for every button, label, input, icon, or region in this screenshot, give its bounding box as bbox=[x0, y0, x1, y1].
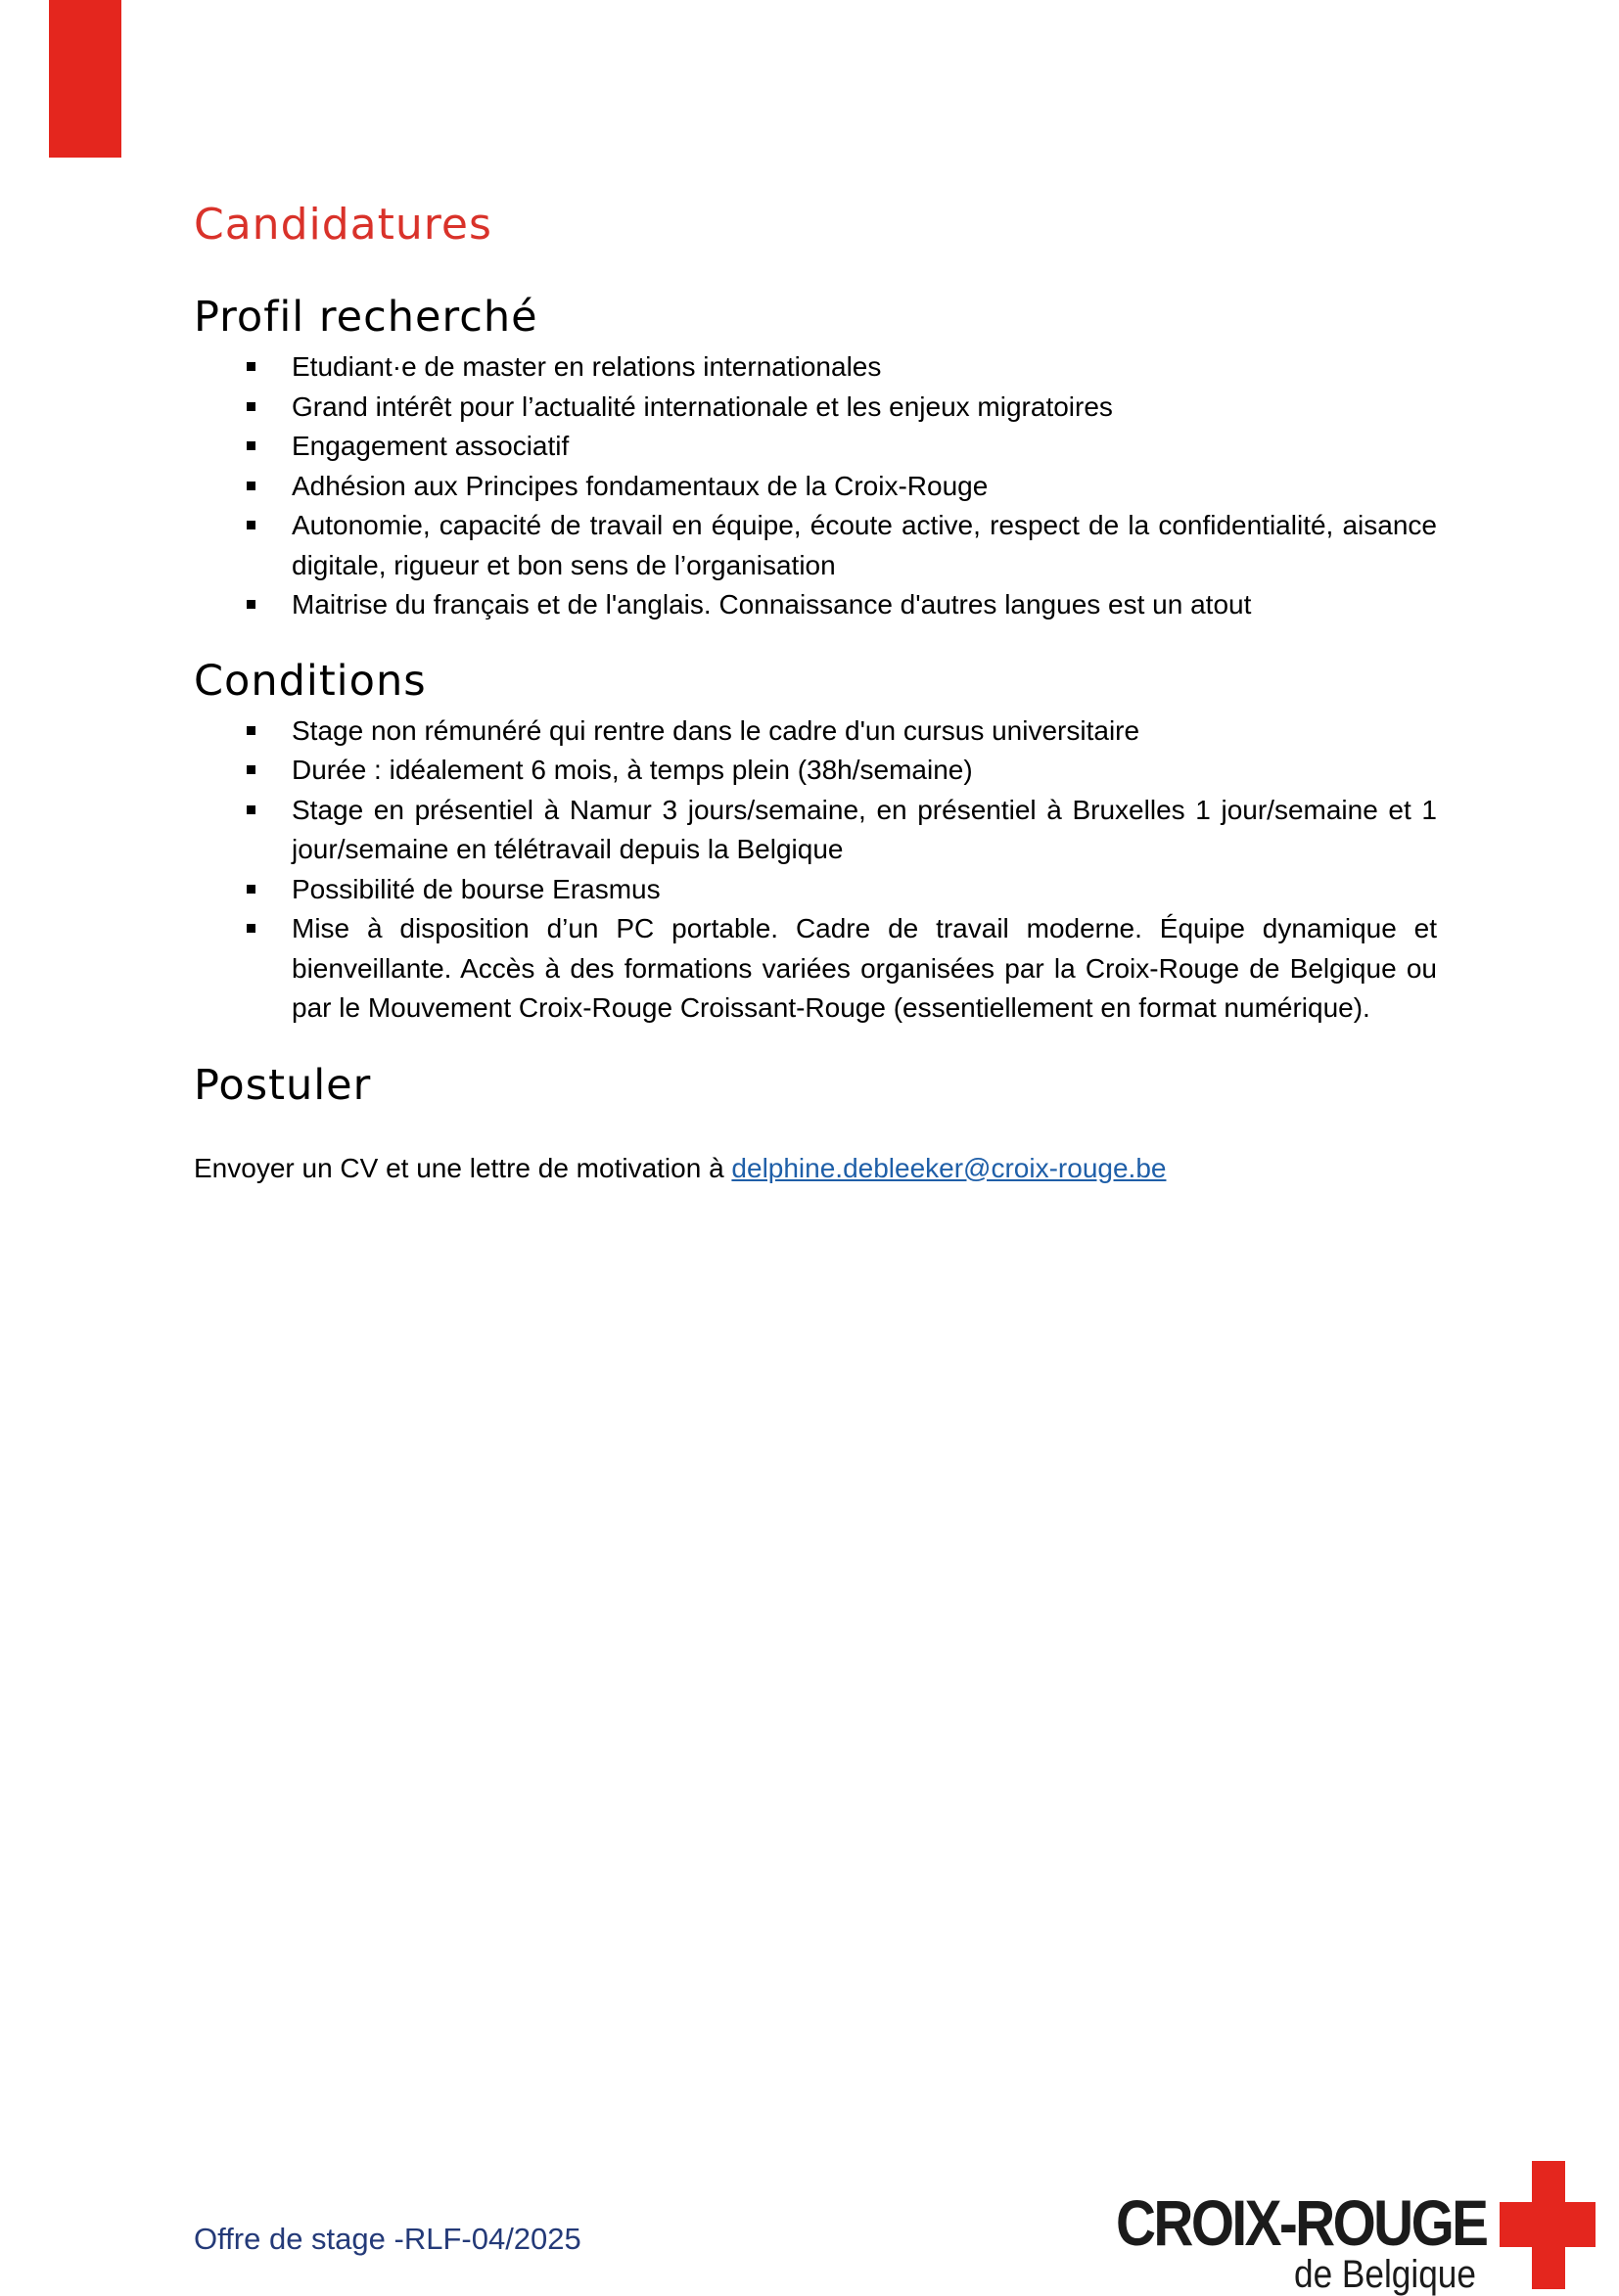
apply-text: Envoyer un CV et une lettre de motivation à bbox=[194, 1152, 732, 1183]
list-item: Possibilité de bourse Erasmus bbox=[194, 870, 1437, 910]
email-link[interactable]: delphine.debleeker@croix-rouge.be bbox=[731, 1152, 1167, 1183]
list-item: Durée : idéalement 6 mois, à temps plein (38h/semaine) bbox=[194, 751, 1437, 791]
conditions-list bbox=[194, 712, 1437, 1029]
red-cross-icon bbox=[1500, 2161, 1596, 2289]
logo-title: CROIX-ROUGE bbox=[1116, 2186, 1487, 2259]
square-bullet-icon bbox=[247, 765, 255, 774]
list-item: Maitrise du français et de l'anglais. Connaissance d'autres langues est un atout bbox=[194, 585, 1437, 625]
top-red-bar bbox=[49, 0, 121, 158]
square-bullet-icon bbox=[247, 924, 255, 933]
square-bullet-icon bbox=[247, 521, 255, 529]
croix-rouge-logo bbox=[1116, 2161, 1596, 2296]
square-bullet-icon bbox=[247, 441, 255, 450]
list-item: Mise à disposition d’un PC portable. Cadre de travail moderne. Équipe dynamique et bienveillante. Accès à des formations variées organisées par la Croix-Rouge de Belgique ou par le Mouvement Croix-Rouge Croissant-Rouge (essentiellement en format numérique). bbox=[194, 909, 1437, 1029]
square-bullet-icon bbox=[247, 482, 255, 490]
square-bullet-icon bbox=[247, 726, 255, 735]
logo-subtitle: de Belgique bbox=[1294, 2253, 1476, 2296]
square-bullet-icon bbox=[247, 805, 255, 814]
apply-instructions bbox=[194, 1149, 1437, 1188]
profile-heading: Profil recherché bbox=[194, 293, 538, 342]
square-bullet-icon bbox=[247, 402, 255, 411]
list-item: Engagement associatif bbox=[194, 427, 1437, 467]
conditions-heading: Conditions bbox=[194, 656, 427, 706]
apply-heading: Postuler bbox=[194, 1060, 372, 1110]
document-body bbox=[194, 194, 1437, 1188]
list-item: Stage non rémunéré qui rentre dans le cadre d'un cursus universitaire bbox=[194, 712, 1437, 752]
list-item: Stage en présentiel à Namur 3 jours/semaine, en présentiel à Bruxelles 1 jour/semaine et 1 jour/semaine en télétravail depuis la Belgique bbox=[194, 791, 1437, 870]
square-bullet-icon bbox=[247, 362, 255, 371]
main-heading: Candidatures bbox=[194, 200, 492, 250]
list-item: Autonomie, capacité de travail en équipe, écoute active, respect de la confidentialité, aisance digitale, rigueur et bon sens de l’organisation bbox=[194, 506, 1437, 585]
list-item: Etudiant·e de master en relations internationales bbox=[194, 347, 1437, 388]
footer-reference: Offre de stage -RLF-04/2025 bbox=[194, 2222, 581, 2256]
list-item: Adhésion aux Principes fondamentaux de la Croix-Rouge bbox=[194, 467, 1437, 507]
square-bullet-icon bbox=[247, 885, 255, 894]
profile-list bbox=[194, 347, 1437, 625]
list-item: Grand intérêt pour l’actualité internationale et les enjeux migratoires bbox=[194, 388, 1437, 428]
square-bullet-icon bbox=[247, 600, 255, 609]
